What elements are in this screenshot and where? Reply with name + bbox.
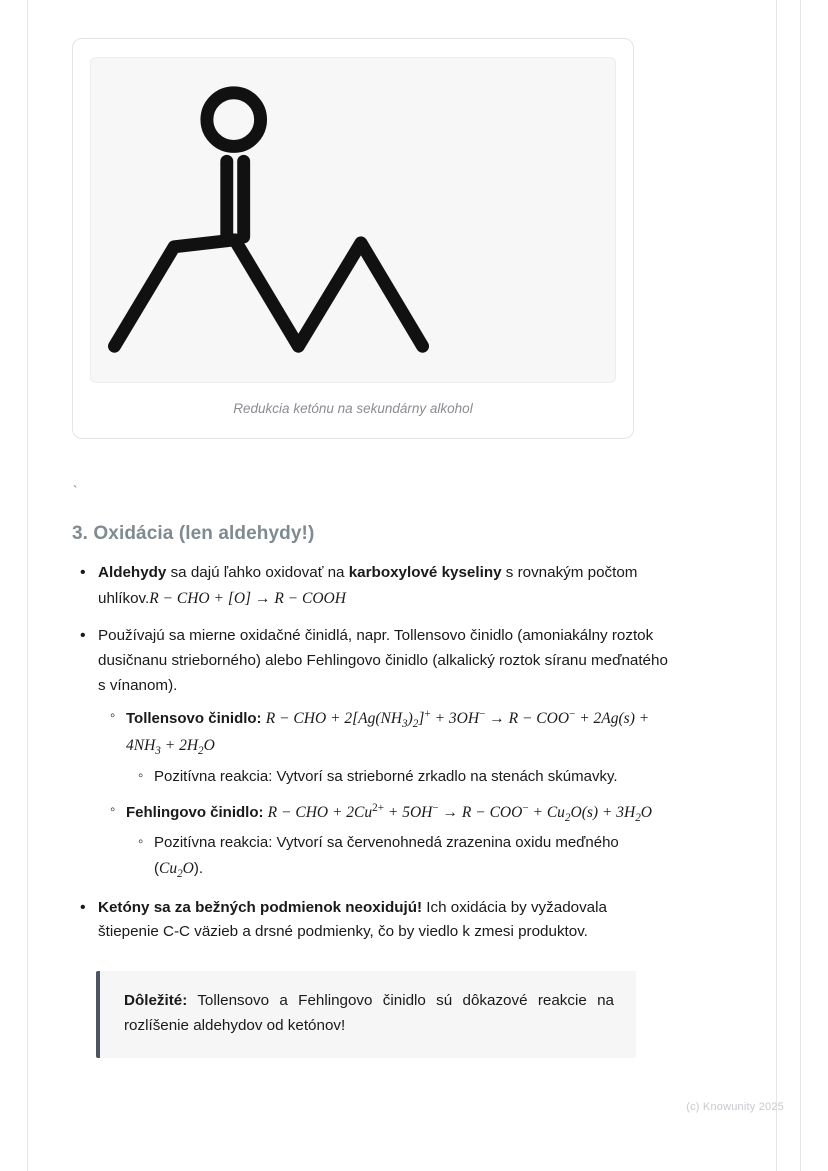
text-segment-1: sa dajú ľahko oxidovať na [166,564,349,581]
ketones-text: Ich oxidácia by vyžadovala štiepenie C-C väzieb a drsné podmienky, čo by viedlo k zmesi produktov. [98,898,607,941]
reagent-list [98,705,668,883]
oxidation-bullet-list [72,561,668,945]
important-callout [96,971,636,1058]
ketone-skeletal-structure-icon [91,58,615,382]
callout-lead: Dôležité: [124,991,188,1009]
fehling-note-after: ). [193,859,204,877]
page-right-rule [776,0,777,1171]
list-item-fehling [126,799,668,883]
fehling-note-list [126,831,668,882]
bold-aldehydy: Aldehydy [98,564,167,581]
copyright-watermark: (c) Knowunity 2025 [686,1101,784,1113]
text-segment-2: s rovnakým počtom uhlíkov. [98,564,638,607]
stray-text-mark: ` [73,483,78,498]
figure-caption: Redukcia ketónu na sekundárny alkohol [233,401,473,416]
equation-fehling: R − CHO + $2Cu^{2+} + 5OH^- \to R - COO^- + Cu_2O(s) + 3H_2O$ [267,801,652,825]
callout-text: Tollensovo a Fehlingovo činidlo sú dôkazové reakcie na rozlíšenie aldehydov od ketónov! [124,991,614,1034]
list-item-aldehydes-oxidation [96,561,668,611]
equation-aldehyde-oxidation: R − CHO + [O] → R − COOH [149,589,346,607]
list-item-tollens [126,705,668,789]
reagents-intro-text: Používajú sa mierne oxidačné činidlá, napr. Tollensovo činidlo (amoniakálny roztok dusičnanu strieborného) alebo Fehlingovo činidlo (alkalický roztok síranu meďnatého s vínanom). [98,627,668,694]
document-page [27,0,801,1171]
tollens-note-list [126,765,668,789]
bold-fehlingovo: Fehlingovo činidlo: [126,804,264,822]
fehling-note-formula: $Cu_2O$ [159,859,194,880]
list-item-fehling-note [154,831,668,882]
bold-ketony-neoxiduju: Ketóny sa za bežných podmienok neoxidujú! [98,898,423,916]
list-item-reagents-intro [96,624,668,882]
list-item-ketones-not-oxidized [96,896,668,945]
bold-karboxylove-kyseliny: karboxylové kyseliny [348,564,502,581]
structure-figure-canvas [90,57,616,383]
section-heading: 3. Oxidácia (len aldehydy!) [72,523,315,544]
fehling-note-before: Pozitívna reakcia: Vytvorí sa červenohnedá zrazenina oxidu meďného ( [154,834,619,877]
equation-tollens: R − CHO + $2[Ag(NH_3)_2]^+ + 3OH^- \to R - COO^- + 2Ag(s) + 4NH_3 + 2H_2O$ [126,708,650,758]
list-item-tollens-note: ◦ Pozitívna reakcia: Vytvorí sa strieborné zrkadlo na stenách skúmavky. [154,765,668,789]
document-content [72,0,668,1058]
bold-tollensovo: Tollensovo činidlo: [126,710,262,728]
structure-figure-card [72,38,634,439]
